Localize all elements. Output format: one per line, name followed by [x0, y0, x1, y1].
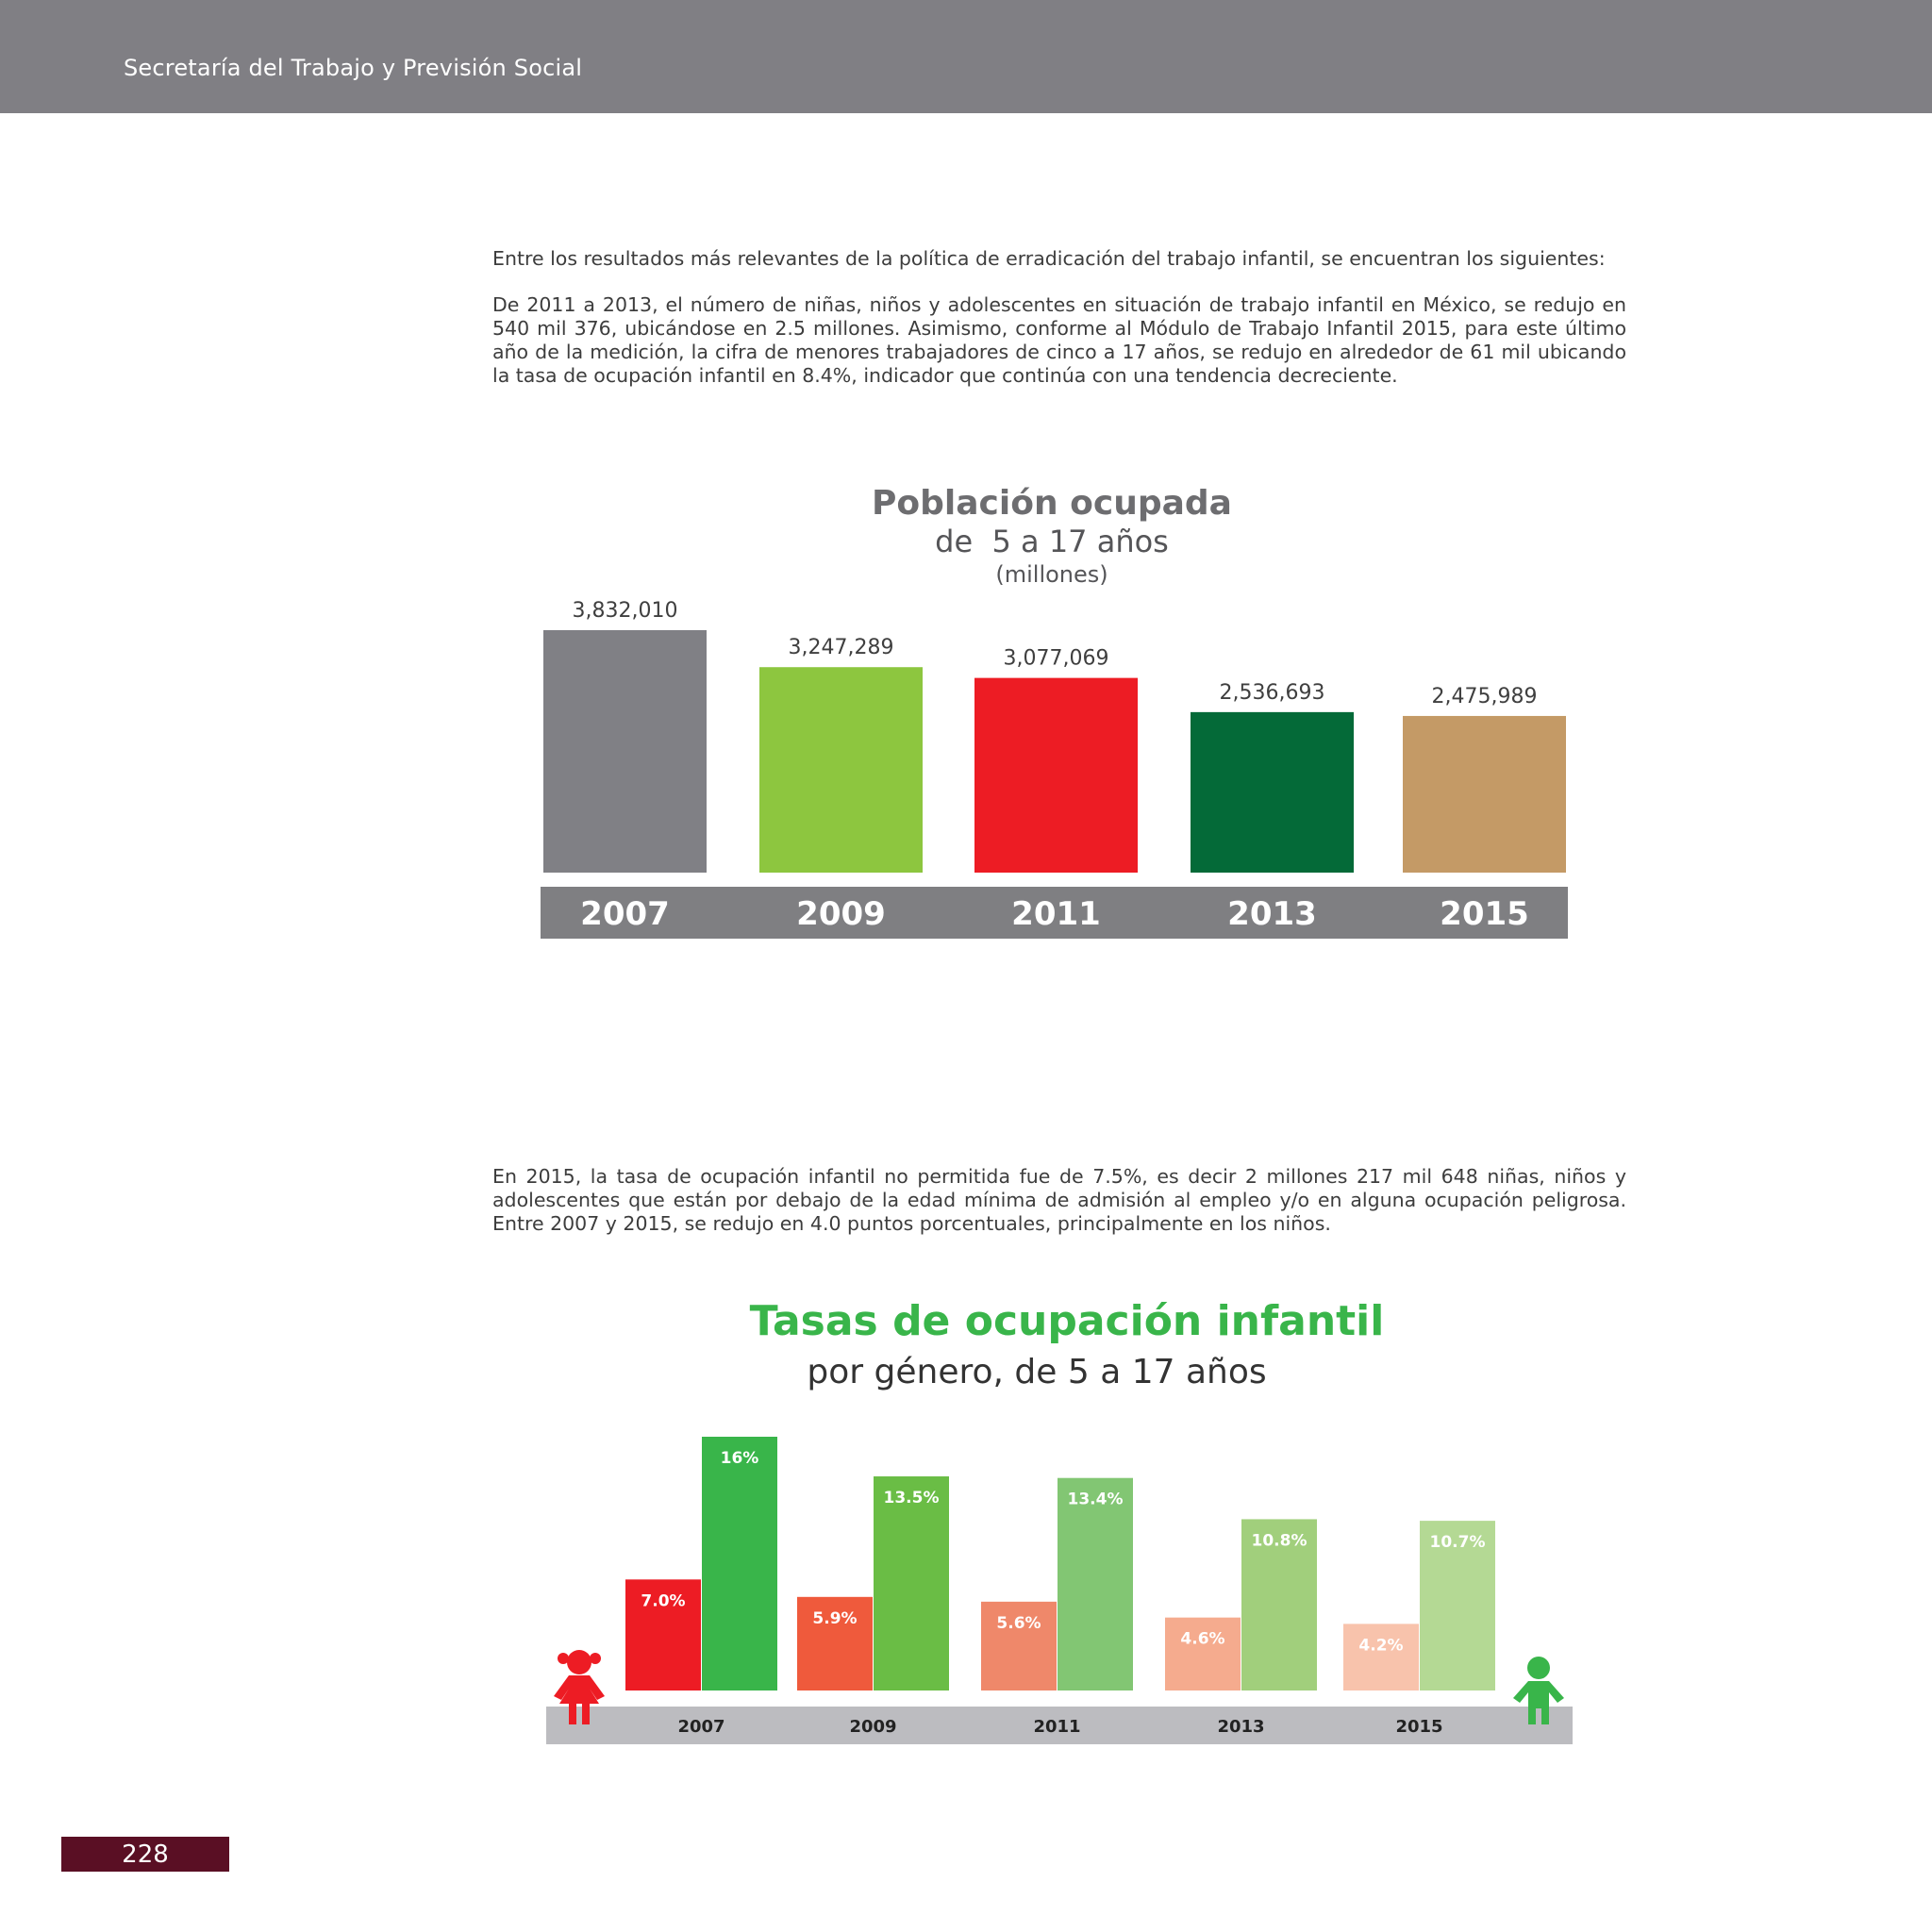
girl-rate-label: 4.6% [1180, 1629, 1225, 1649]
body-paragraph: De 2011 a 2013, el número de niñas, niños y adolescentes en situación de trabajo infantil en México, se redujo en 540 mil 376, ubicándose en 2.5 millones. Asimismo, conforme al Módulo de Trabajo Infantil 2015, para este último año de la medición, la cifra de menores trabajadores de cinco a 17 años, se redujo en alrededor de 61 mil ubicando la tasa de ocupación infantil en 8.4%, indicador que continúa con una tendencia decreciente. [492, 293, 1626, 387]
rate-year-label: 2007 [677, 1717, 725, 1737]
population-value-label: 2,475,989 [1431, 684, 1538, 708]
girl-rate-bar [1165, 1618, 1241, 1690]
population-year-label: 2011 [1011, 895, 1101, 933]
population-value-label: 3,077,069 [1003, 646, 1109, 671]
population-year-label: 2007 [580, 895, 670, 933]
chart1-title: Población ocupada [872, 484, 1232, 523]
population-value-label: 3,832,010 [572, 599, 678, 623]
chart1-unit: (millones) [995, 561, 1108, 588]
population-year-label: 2015 [1440, 895, 1529, 933]
population-value-label: 2,536,693 [1219, 680, 1325, 705]
page-number-box [61, 1837, 229, 1872]
header-title: Secretaría del Trabajo y Previsión Social [124, 55, 583, 81]
girl-rate-bar [1343, 1624, 1419, 1690]
rate-year-label: 2015 [1395, 1717, 1443, 1737]
intro-paragraph: Entre los resultados más relevantes de la política de erradicación del trabajo infantil, se encuentran los siguientes: [492, 247, 1606, 270]
chart2-title: Tasas de ocupación infantil [749, 1297, 1385, 1345]
population-year-label: 2013 [1227, 895, 1317, 933]
chart2-subtitle: por género, de 5 a 17 años [807, 1353, 1267, 1391]
girl-rate-label: 4.2% [1358, 1636, 1404, 1656]
rate-year-label: 2013 [1217, 1717, 1265, 1737]
body-paragraph-2: En 2015, la tasa de ocupación infantil no permitida fue de 7.5%, es decir 2 millones 217 mil 648 niñas, niños y adolescentes que están por debajo de la edad mínima de admisión al empleo y/o en alguna ocupación peligrosa. Entre 2007 y 2015, se redujo en 4.0 puntos porcentuales, principalmente en los niños. [492, 1165, 1626, 1235]
boy-rate-bar [702, 1437, 777, 1690]
boy-rate-bar [1058, 1478, 1133, 1690]
page-number: 228 [122, 1840, 169, 1869]
girl-rate-label: 7.0% [641, 1591, 686, 1611]
rate-year-label: 2011 [1033, 1717, 1081, 1737]
boy-rate-label: 13.4% [1067, 1490, 1124, 1509]
girl-rate-label: 5.9% [812, 1608, 858, 1628]
boy-rate-label: 10.8% [1251, 1531, 1307, 1551]
chart1-subtitle: de 5 a 17 años [935, 524, 1169, 559]
boy-rate-label: 16% [720, 1449, 759, 1468]
boy-rate-bar [874, 1476, 949, 1690]
boy-rate-label: 10.7% [1429, 1533, 1486, 1553]
population-value-label: 3,247,289 [788, 636, 894, 660]
population-year-label: 2009 [796, 895, 886, 933]
rate-year-label: 2009 [849, 1717, 897, 1737]
boy-rate-label: 13.5% [883, 1489, 940, 1508]
girl-rate-label: 5.6% [996, 1613, 1041, 1633]
